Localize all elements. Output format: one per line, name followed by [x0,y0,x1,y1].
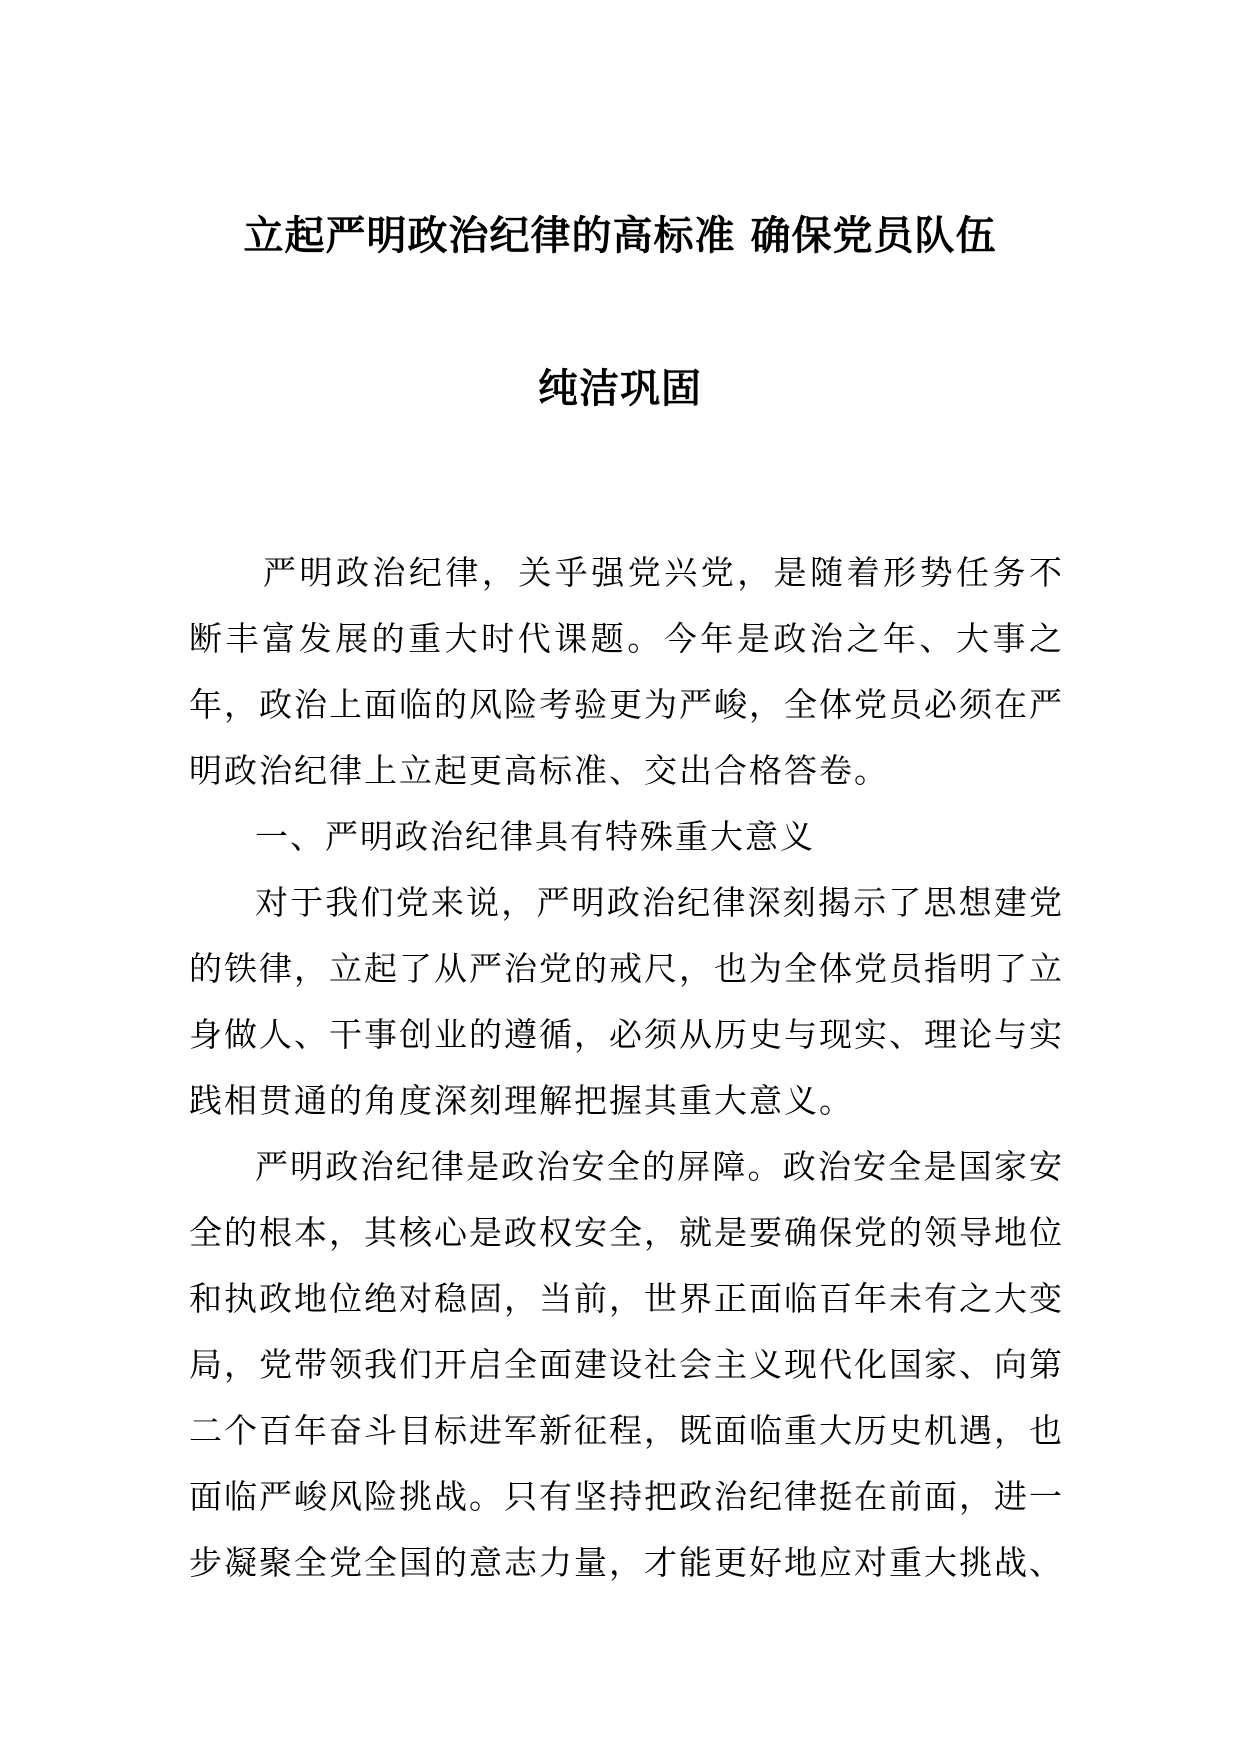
document-title-line-2: 纯洁巩固 [538,366,702,412]
document-title-line-1: 立起严明政治纪律的高标准 确保党员队伍 [243,213,997,259]
body-paragraph-intro: 严明政治纪律，关乎强党兴党，是随着形势任务不断丰富发展的重大时代课题。今年是政治之年、大事之年，政治上面临的风险考验更为严峻，全体党员必须在严明政治纪律上立起更高标准、交出合格答卷。 [189,553,1064,790]
body-paragraph: 严明政治纪律是政治安全的屏障。政治安全是国家安全的根本，其核心是政权安全，就是要确保党的领导地位和执政地位绝对稳固，当前，世界正面临百年未有之大变局，党带领我们开启全面建设社会主义现代化国家、向第二个百年奋斗目标进军新征程，既面临重大历史机遇，也面临严峻风险挑战。只有坚持把政治纪律挺在前面，进一步凝聚全党全国的意志力量，才能更好地应对重大挑战、 [189,1147,1064,1582]
body-paragraph: 对于我们党来说，严明政治纪律深刻揭示了思想建党的铁律，立起了从严治党的戒尺，也为全体党员指明了立身做人、干事创业的遵循，必须从历史与现实、理论与实践相贯通的角度深刻理解把握其重大意义。 [189,883,1064,1120]
document-body [189,540,1064,1596]
section-heading-1: 一、严明政治纪律具有特殊重大意义 [255,817,815,856]
